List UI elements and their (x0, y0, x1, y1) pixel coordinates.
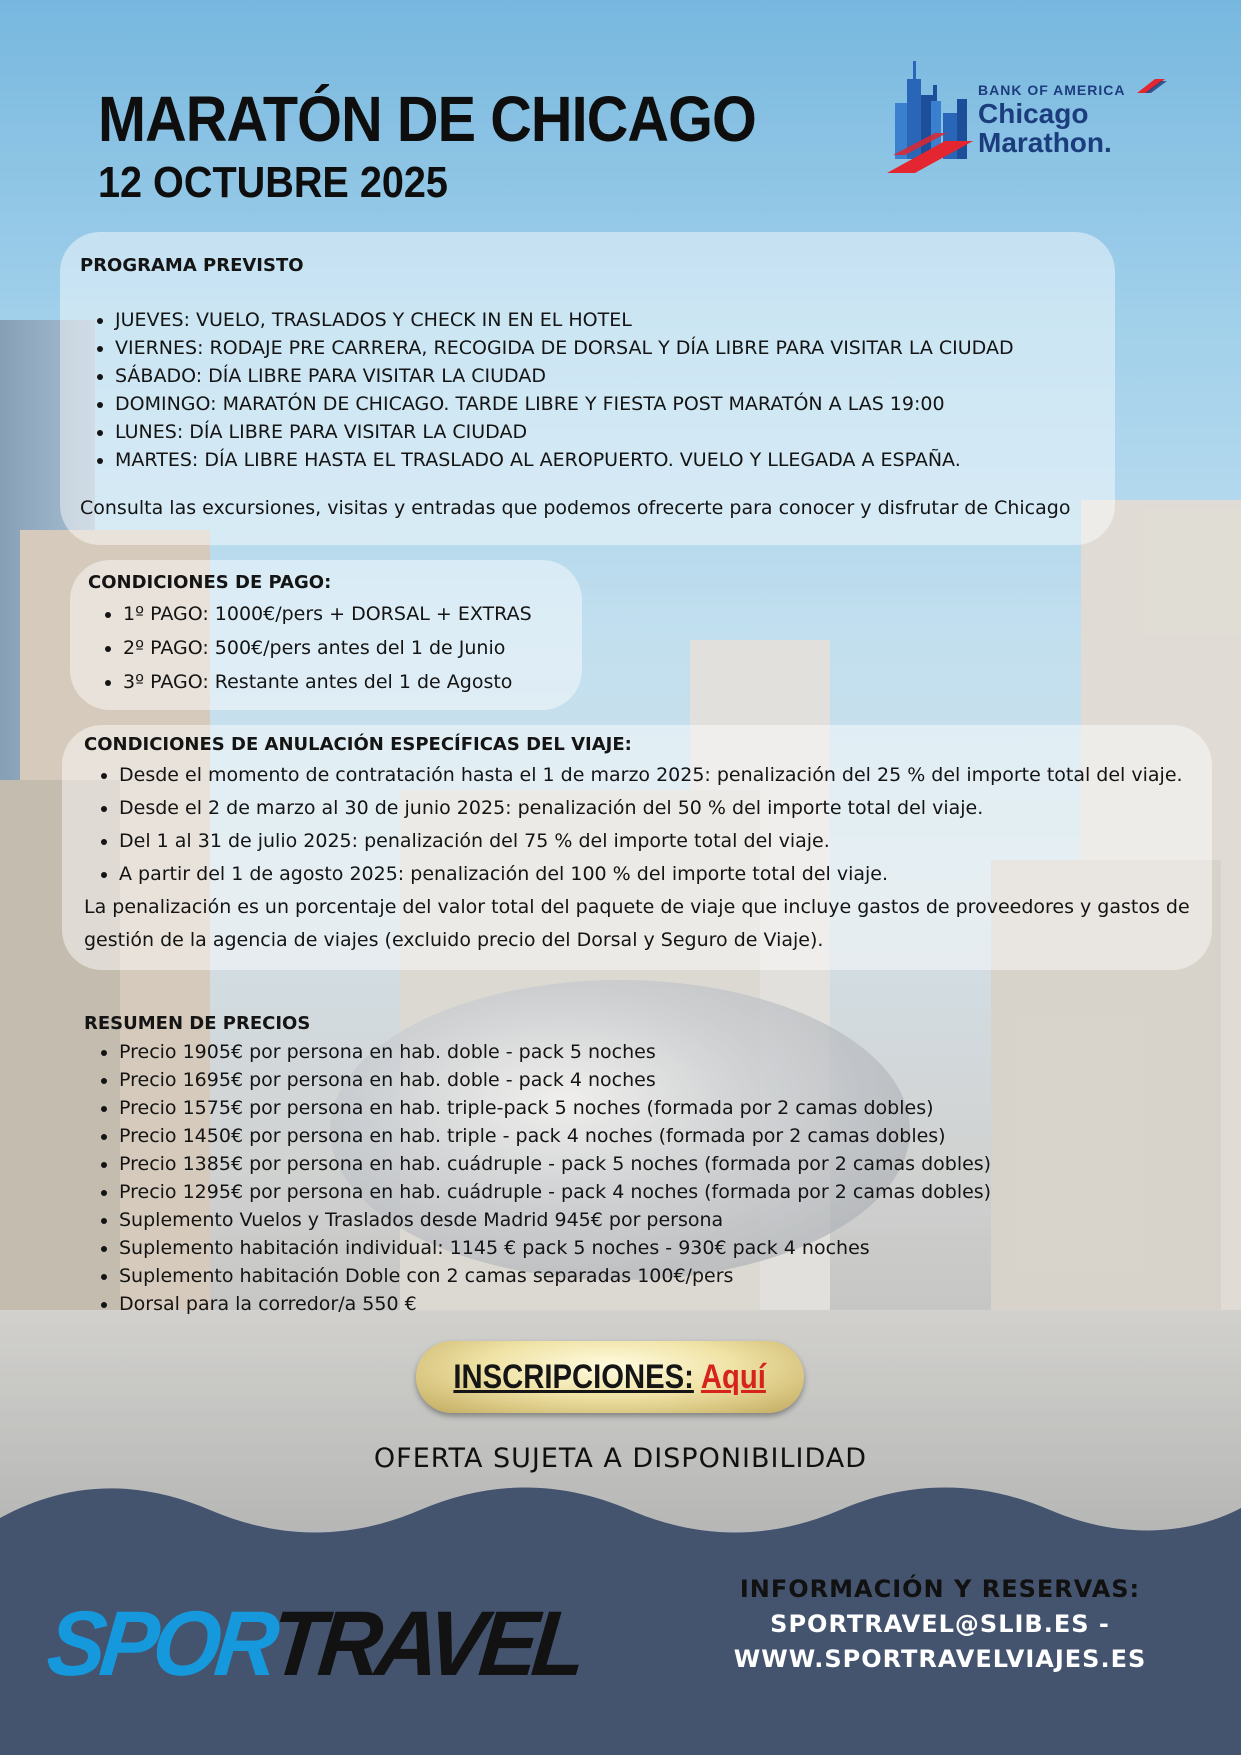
sportravel-logo (43, 1592, 586, 1697)
logo-name-line2: Marathon. (978, 127, 1112, 158)
contact-website[interactable]: WWW.SPORTRAVELVIAJES.ES (733, 1645, 1147, 1673)
logo-name-line1: Chicago (978, 98, 1089, 129)
page-title: MARATÓN DE CHICAGO (98, 83, 756, 155)
price-item: • Precio 1905€ por persona en hab. doble - pack 5 noches (119, 1038, 1184, 1066)
price-item: • Dorsal para la corredor/a 550 € (119, 1290, 1184, 1318)
program-item: • VIERNES: RODAJE PRE CARRERA, RECOGIDA DE DORSAL Y DÍA LIBRE PARA VISITAR LA CIUDAD (115, 334, 1110, 362)
chicago-marathon-logo (885, 55, 1175, 185)
price-item: • Precio 1450€ por persona en hab. triple - pack 4 noches (formada por 2 camas dobles) (119, 1122, 1184, 1150)
program-consult-note: Consulta las excursiones, visitas y entradas que podemos ofrecerte para conocer y disfrutar de Chicago (80, 497, 1071, 519)
cancellation-item: • A partir del 1 de agosto 2025: penalización del 100 % del importe total del viaje. (119, 858, 1214, 891)
price-item: • Precio 1695€ por persona en hab. doble - pack 4 noches (119, 1066, 1184, 1094)
brand-part2: TRAVEL (266, 1593, 586, 1695)
cancellation-item: • Desde el momento de contratación hasta el 1 de marzo 2025: penalización del 25 % del importe total del viaje. (119, 759, 1214, 792)
registration-button[interactable] (416, 1341, 804, 1413)
contact-block (700, 1572, 1180, 1677)
cancellation-item: • Desde el 2 de marzo al 30 de junio 2025: penalización del 50 % del importe total del viaje. (119, 792, 1214, 825)
prices-list (84, 1038, 1184, 1318)
program-item: • SÁBADO: DÍA LIBRE PARA VISITAR LA CIUDAD (115, 362, 1110, 390)
prices-heading: RESUMEN DE PRECIOS (84, 1013, 311, 1034)
price-item: • Precio 1385€ por persona en hab. cuádruple - pack 5 noches (formada por 2 camas dobles) (119, 1150, 1184, 1178)
program-heading: PROGRAMA PREVISTO (80, 255, 304, 276)
payment-section (88, 569, 588, 699)
program-item: • LUNES: DÍA LIBRE PARA VISITAR LA CIUDAD (115, 418, 1110, 446)
cancellation-note: La penalización es un porcentaje del valor total del paquete de viaje que incluye gastos de proveedores y gastos de gestión de la agencia de viajes (excluido precio del Dorsal y Seguro de Viaje). (84, 896, 1190, 951)
payment-item: • 3º PAGO: Restante antes del 1 de Agosto (123, 665, 588, 699)
contact-email[interactable]: SPORTRAVEL@SLIB.ES - (770, 1610, 1110, 1638)
skyline-icon (885, 55, 980, 185)
registration-button-text (454, 1358, 766, 1397)
prices-section (84, 1010, 1184, 1318)
registration-link[interactable]: Aquí (701, 1357, 767, 1396)
program-list (80, 306, 1110, 474)
payment-list (88, 597, 588, 699)
program-item: • MARTES: DÍA LIBRE HASTA EL TRASLADO AL AEROPUERTO. VUELO Y LLEGADA A ESPAÑA. (115, 446, 1110, 474)
payment-heading: CONDICIONES DE PAGO: (88, 572, 332, 593)
payment-item: • 1º PAGO: 1000€/pers + DORSAL + EXTRAS (123, 597, 588, 631)
cancellation-section (84, 731, 1214, 957)
price-item: • Precio 1295€ por persona en hab. cuádruple - pack 4 noches (formada por 2 camas dobles) (119, 1178, 1184, 1206)
logo-name (978, 99, 1112, 157)
brand-part1: SPOR (42, 1593, 277, 1695)
price-item: • Precio 1575€ por persona en hab. triple-pack 5 noches (formada por 2 camas dobles) (119, 1094, 1184, 1122)
cancellation-item: • Del 1 al 31 de julio 2025: penalización del 75 % del importe total del viaje. (119, 825, 1214, 858)
program-section (80, 252, 1110, 522)
availability-note: OFERTA SUJETA A DISPONIBILIDAD (373, 1443, 868, 1474)
contact-heading: INFORMACIÓN Y RESERVAS: (739, 1575, 1141, 1603)
price-item: • Suplemento habitación Doble con 2 camas separadas 100€/pers (119, 1262, 1184, 1290)
price-item: • Suplemento habitación individual: 1145 € pack 5 noches - 930€ pack 4 noches (119, 1234, 1184, 1262)
program-item: • JUEVES: VUELO, TRASLADOS Y CHECK IN EN EL HOTEL (115, 306, 1110, 334)
boa-flag-icon (1133, 77, 1169, 95)
registration-label: INSCRIPCIONES: (453, 1357, 695, 1396)
program-item: • DOMINGO: MARATÓN DE CHICAGO. TARDE LIBRE Y FIESTA POST MARATÓN A LAS 19:00 (115, 390, 1110, 418)
price-item: • Suplemento Vuelos y Traslados desde Madrid 945€ por persona (119, 1206, 1184, 1234)
cancellation-list (84, 759, 1214, 891)
event-date: 12 OCTUBRE 2025 (98, 158, 448, 207)
cancellation-heading: CONDICIONES DE ANULACIÓN ESPECÍFICAS DEL VIAJE: (84, 734, 632, 755)
payment-item: • 2º PAGO: 500€/pers antes del 1 de Junio (123, 631, 588, 665)
logo-sponsor-text: BANK OF AMERICA (978, 82, 1126, 98)
